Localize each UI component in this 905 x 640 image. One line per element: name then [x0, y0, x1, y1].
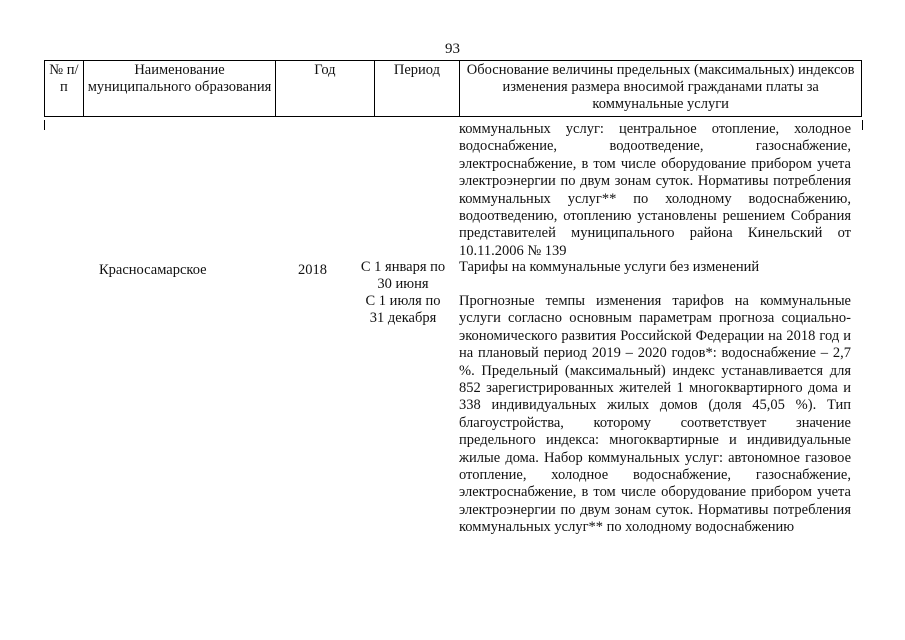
basis-first-half: Тарифы на коммунальные услуги без изменений — [459, 259, 760, 275]
header-basis: Обоснование величины предельных (максимальных) индексов изменения размера вносимой гражданами платы за коммунальные услуги — [460, 61, 862, 117]
continuation-paragraph: коммунальных услуг: центральное отопление, холодное водоснабжение, водоотведение, газоснабжение, электроснабжение, в том числе оборудование прибором учета электроэнергии по двум зонам суток. Нормативы потребления коммунальных услуг** по холодному водоснабжению, водоотведению, отоплению установлены решением Собрания представителей муниципального района Кинельский от 10.11.2006 № 139 — [459, 121, 851, 259]
municipality-name: Красносамарское — [99, 262, 207, 278]
header-year: Год — [276, 61, 374, 117]
period-second-half: С 1 июля по 31 декабря — [365, 293, 441, 327]
year-cell: 2018 — [298, 262, 327, 278]
basis-second-half — [459, 293, 851, 537]
table-header — [44, 60, 862, 117]
header-number: № п/п — [45, 61, 84, 117]
period-first-half: С 1 января по 30 июня — [360, 259, 446, 293]
continuation-text — [459, 121, 851, 260]
divider — [44, 120, 45, 130]
basis-paragraph: Прогнозные темпы изменения тарифов на коммунальные услуги согласно основным параметрам прогноза социально-экономического развития Российской Федерации на 2018 год и на плановый период 2019 – 2020 годов*: водоснабжение – 2,7 %. Предельный (максимальный) индекс устанавливается для 852 зарегистрированных жителей 1 многоквартирного дома и 338 индивидуальных жилых домов (доля 45,05 %). Тип благоустройства, которому соответствует значение предельного индекса: многоквартирные и индивидуальные жилые дома. Набор коммунальных услуг: автономное газовое отопление, холодное водоснабжение, газоснабжение, электроснабжение, в том числе оборудование прибором учета электроэнергии по двум зонам суток. Нормативы потребления коммунальных услуг** по холодному водоснабжению — [459, 293, 851, 536]
divider — [862, 120, 863, 130]
page-number: 93 — [445, 41, 460, 57]
header-name: Наименование муниципального образования — [83, 61, 275, 117]
header-period: Период — [374, 61, 460, 117]
